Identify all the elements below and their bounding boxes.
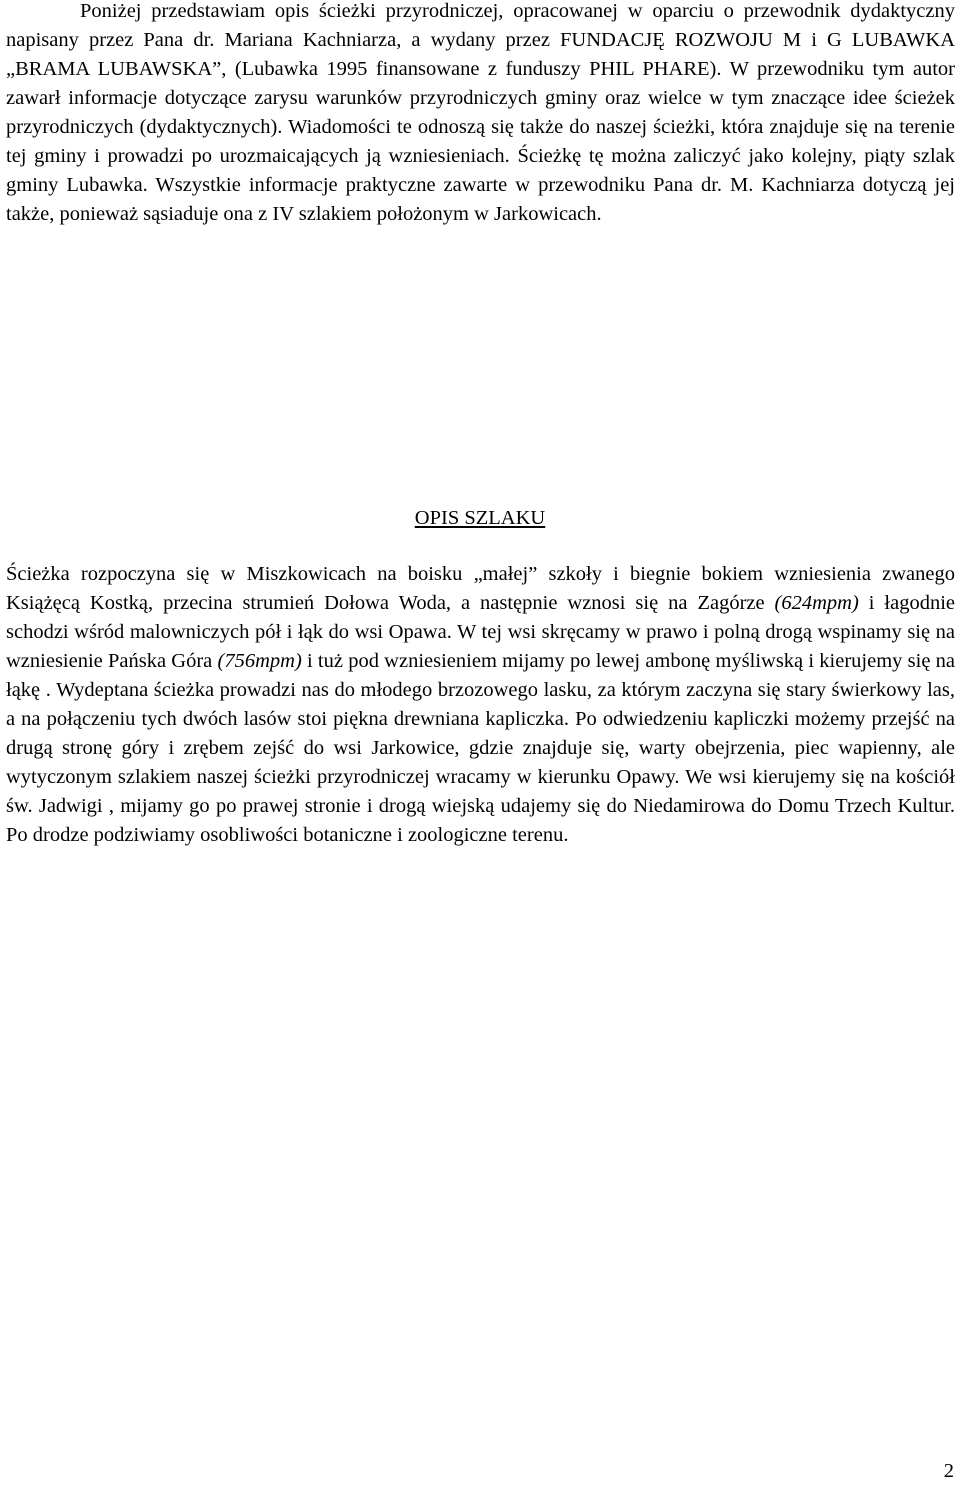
route-text-part-2: i łagodnie schodzi wśród malowniczych pół i łąk do wsi Opawa. W tej wsi skręcamy w prawo i polną drogą wspinamy się na wzniesienie Pańska Góra	[6, 592, 955, 672]
section-title: OPIS SZLAKU	[414, 507, 546, 529]
intro-paragraph: Poniżej przedstawiam opis ścieżki przyrodniczej, opracowanej w oparciu o przewodnik dydaktyczny napisany przez Pana dr. Mariana Kachniarza, a wydany przez FUNDACJĘ ROZWOJU M i G LUBAWKA „BRAMA LUBAWSKA”, (Lubawka 1995 finansowane z funduszy PHIL PHARE). W przewodniku tym autor zawarł informacje dotyczące zarysu warunków przyrodniczych gminy oraz wielce w tym znaczące idee ścieżek przyrodniczych (dydaktycznych). Wiadomości te odnoszą się także do naszej ścieżki, która znajduje się na terenie tej gminy i prowadzi po urozmaicających ją wzniesieniach. Ścieżkę tę można zaliczyć jako kolejny, piąty szlak gminy Lubawka. Wszystkie informacje praktyczne zawarte w przewodniku Pana dr. M. Kachniarza dotyczą jej także, ponieważ sąsiaduje ona z IV szlakiem położonym w Jarkowicach.	[6, 0, 955, 225]
route-text-part-3: i tuż pod wzniesieniem mijamy po lewej ambonę myśliwską i kierujemy się na łąkę . Wydeptana ścieżka prowadzi nas do młodego brzozowego lasku, za którym zaczyna się stary świerkowy las, a na połączeniu tych dwóch lasów stoi piękna drewniana kapliczka. Po odwiedzeniu kapliczki możemy przejść na drugą stronę góry i zrębem zejść do wsi Jarkowice, gdzie znajduje się, warty obejrzenia, piec wapienny, ale wytyczonym szlakiem naszej ścieżki przyrodniczej wracamy w kierunku Opawy. We wsi kierujemy się na kościół św. Jadwigi , mijamy go po prawej stronie i drogą wiejską udajemy się do Niedamirowa do Domu Trzech Kultur. Po drodze podziwiamy osobliwości botaniczne i zoologiczne terenu.	[6, 650, 955, 846]
elevation-panska-gora: (756mpm)	[217, 650, 302, 672]
elevation-zagorze: (624mpm)	[774, 592, 859, 614]
page-number: 2	[943, 1460, 954, 1482]
route-description-paragraph	[6, 560, 955, 850]
route-text-part-1: Ścieżka rozpoczyna się w Miszkowicach na boisku „małej” szkoły i biegnie bokiem wzniesienia zwanego Książęcą Kostką, przecina strumień Dołowa Woda, a następnie wznosi się na Zagórze	[6, 563, 955, 614]
